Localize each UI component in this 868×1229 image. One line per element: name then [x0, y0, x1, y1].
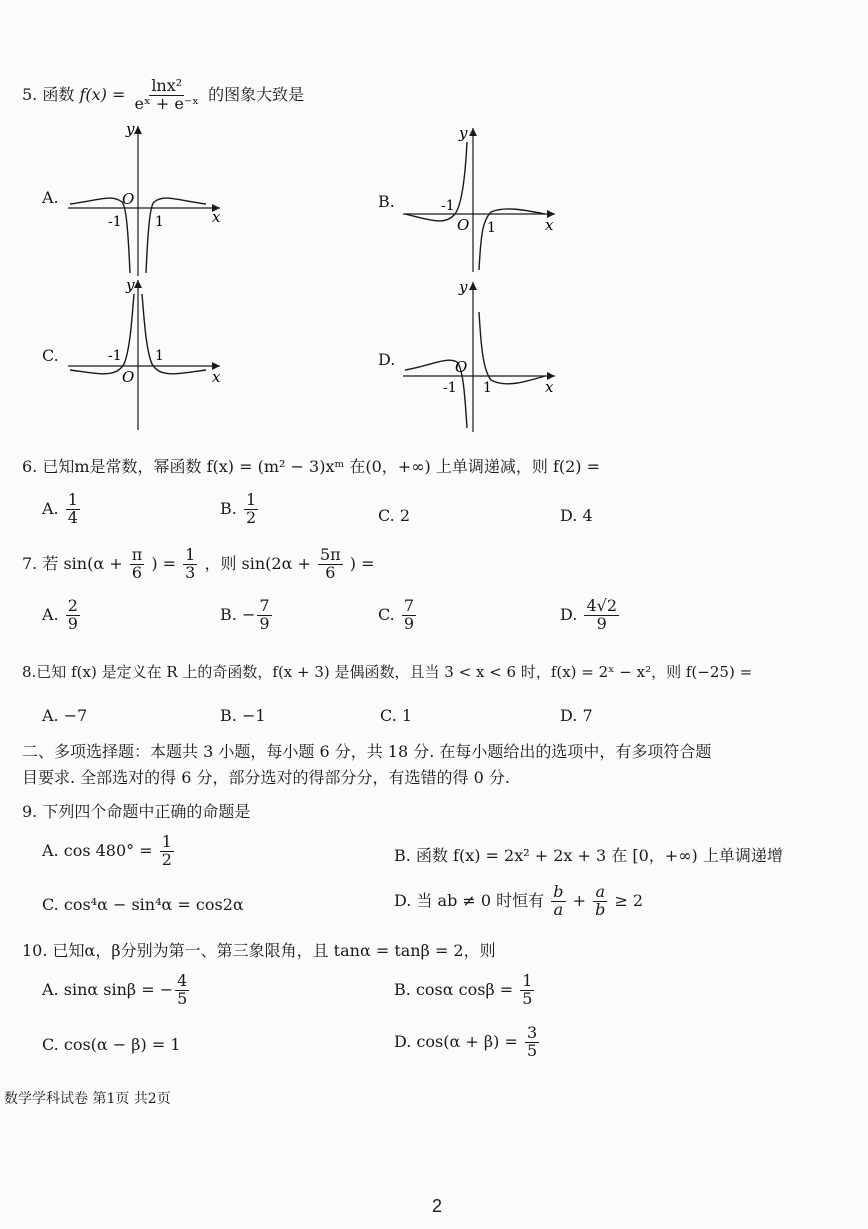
- svg-text:1: 1: [487, 220, 496, 236]
- svg-text:-1: -1: [108, 348, 122, 364]
- q9-option-b: B. 函数 f(x) = 2x² + 2x + 3 在 [0，+∞) 上单调递增: [394, 846, 783, 865]
- svg-text:O: O: [122, 190, 135, 208]
- q7-option-c: C. $\frac{7}{9}$: [378, 596, 415, 633]
- q10-option-b: B. cosα cosβ = $\frac{1}{5}$: [394, 971, 533, 1008]
- svg-text:y: y: [126, 276, 135, 294]
- q7-option-b: B. − $\frac{7}{9}$: [220, 596, 270, 633]
- section2-line2: 目要求. 全部选对的得 6 分，部分选对的得部分分，有选错的得 0 分.: [22, 768, 510, 787]
- q5-option-a-label: A.: [42, 188, 59, 207]
- q5-option-d-label: D.: [378, 350, 396, 369]
- q9-option-a: A. cos 480° = $\frac{1}{2}$: [42, 832, 172, 869]
- svg-text:y: y: [126, 120, 135, 138]
- q10-stem: 10. 已知α，β分别为第一、第三象限角，且 tanα = tanβ = 2，则: [22, 941, 496, 960]
- svg-text:x: x: [212, 368, 221, 386]
- svg-text:O: O: [122, 368, 135, 386]
- svg-text:-1: -1: [108, 214, 122, 230]
- q5-graph-c: [60, 274, 230, 434]
- q5-graph-a: [60, 118, 230, 278]
- svg-text:-1: -1: [443, 380, 457, 396]
- q10-option-d: D. cos(α + β) = $\frac{3}{5}$: [394, 1023, 538, 1060]
- q5-number: 5.: [22, 84, 38, 104]
- q8-option-d: D. 7: [560, 706, 593, 725]
- q6-stem: 6. 已知m是常数，幂函数 f(x) = (m² − 3)xᵐ 在(0，+∞) 上单调递减，则 f(2) =: [22, 457, 601, 476]
- footer-text: 数学学科试卷 第1页 共2页: [4, 1091, 171, 1107]
- q6-option-d: D. 4: [560, 506, 593, 525]
- q5-option-b-label: B.: [378, 192, 395, 211]
- q5-graph-d: [395, 276, 565, 436]
- svg-text:1: 1: [155, 214, 164, 230]
- q10-option-a: A. sinα sinβ = − $\frac{4}{5}$: [42, 971, 188, 1008]
- q6-option-c: C. 2: [378, 506, 411, 525]
- svg-text:x: x: [212, 208, 221, 226]
- svg-text:x: x: [545, 378, 554, 396]
- q8-option-a: A. −7: [42, 706, 88, 725]
- q5-stem: 5. 函数 f(x) = $\frac{\text{lnx²}}{\text{eˣ + e⁻ˣ}}$ 的图象大致是: [22, 76, 305, 113]
- svg-text:O: O: [457, 216, 470, 234]
- svg-text:y: y: [459, 124, 468, 142]
- q8-option-b: B. −1: [220, 706, 266, 725]
- svg-text:-1: -1: [441, 198, 455, 214]
- svg-text:1: 1: [483, 380, 492, 396]
- q7-stem: 7. 若 sin(α + $\frac{\pi}{6}$ ) = $\frac{1}{3}$ ，则 sin(2α + $\frac{5\pi}{6}$ ) =: [22, 545, 375, 582]
- q5-option-c-label: C.: [42, 346, 59, 365]
- svg-text:O: O: [455, 358, 468, 376]
- q8-stem: 8.已知 f(x) 是定义在 R 上的奇函数，f(x + 3) 是偶函数，且当 3 < x < 6 时，f(x) = 2ˣ − x²，则 f(−25) =: [22, 663, 753, 681]
- q8-option-c: C. 1: [380, 706, 413, 725]
- q9-stem: 9. 下列四个命题中正确的命题是: [22, 802, 251, 821]
- q5-graph-b: [395, 122, 565, 282]
- section2-line1: 二、多项选择题：本题共 3 小题，每小题 6 分，共 18 分. 在每小题给出的选项中，有多项符合题: [22, 742, 712, 761]
- q9-option-d: D. 当 ab ≠ 0 时恒有 $\frac{b}{a}$ + $\frac{a}{b}$ ≥ 2: [394, 882, 644, 919]
- page-number: 2: [432, 1196, 443, 1216]
- q10-option-c: C. cos(α − β) = 1: [42, 1035, 181, 1054]
- q5-fraction: $\frac{\text{lnx²}}{\text{eˣ + e⁻ˣ}}$: [134, 76, 200, 113]
- q9-option-c: C. cos⁴α − sin⁴α = cos2α: [42, 895, 244, 914]
- q7-option-a: A. $\frac{2}{9}$: [42, 596, 78, 633]
- svg-text:x: x: [545, 216, 554, 234]
- svg-text:y: y: [459, 278, 468, 296]
- svg-text:1: 1: [155, 348, 164, 364]
- q6-option-a: A. $\frac{1}{4}$: [42, 490, 78, 527]
- q6-option-b: B. $\frac{1}{2}$: [220, 490, 257, 527]
- q7-option-d: D. $\frac{4√2}{9}$: [560, 596, 617, 633]
